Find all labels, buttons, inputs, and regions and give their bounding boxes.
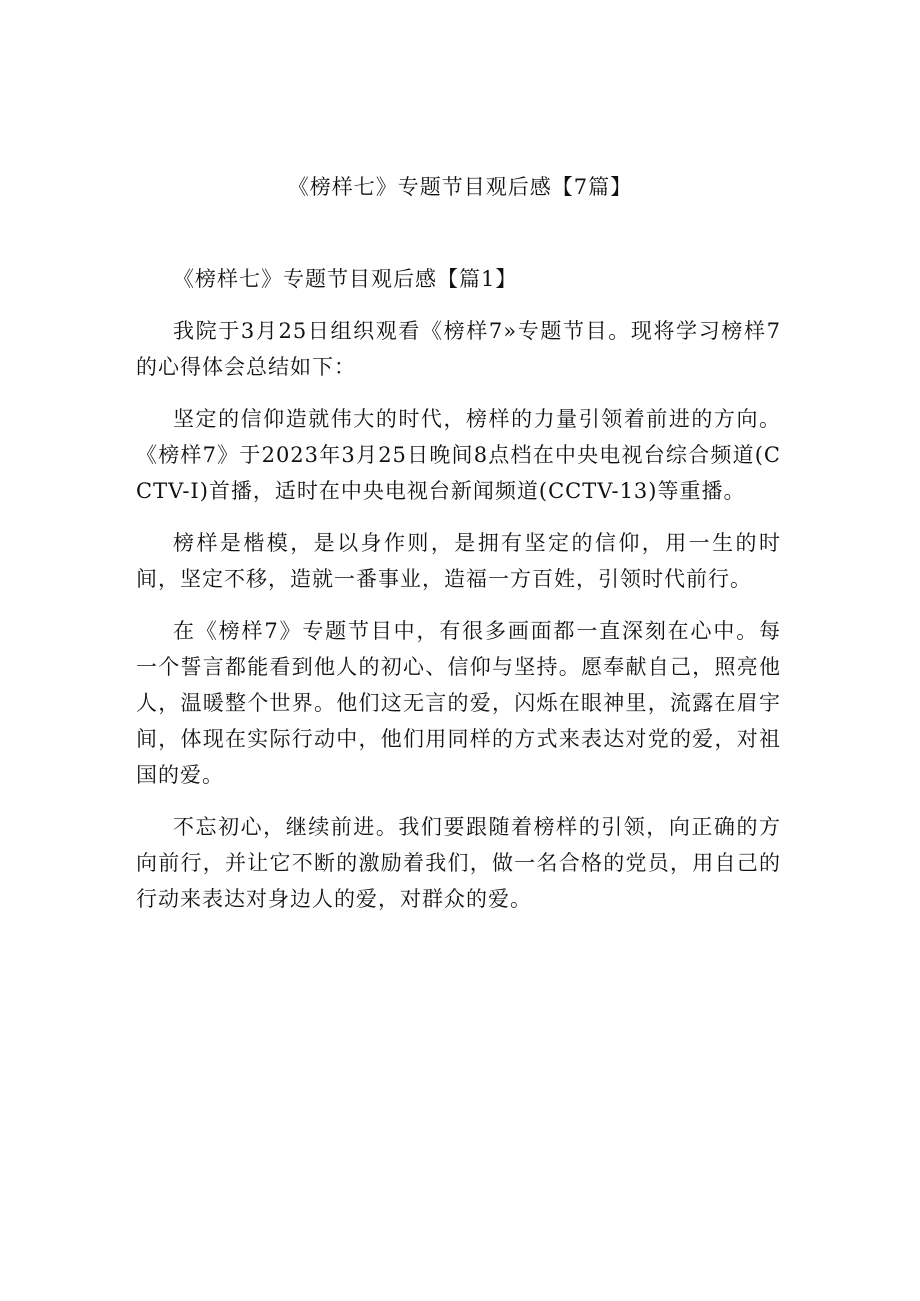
paragraph-4: 在《榜样7》专题节目中，有很多画面都一直深刻在心中。每一个誓言都能看到他人的初心、信仰与坚持。愿奉献自己，照亮他人，温暖整个世界。他们这无言的爱，闪烁在眼神里，流露在眉宇间，体现在实际行动中，他们用同样的方式来表达对党的爱，对祖国的爱。 bbox=[136, 619, 781, 787]
paragraph-2: 坚定的信仰造就伟大的时代，榜样的力量引领着前进的方向。《榜样7》于2023年3月25日晚间8点档在中央电视台综合频道(CCTV-I)首播，适时在中央电视台新闻频道(CCTV-13)等重播。 bbox=[136, 407, 781, 503]
section-heading: 《榜样七》专题节目观后感【篇1】 bbox=[173, 267, 518, 291]
paragraph-1: 我院于3月25日组织观看《榜样7»专题节目。现将学习榜样7的心得体会总结如下： bbox=[136, 319, 781, 379]
paragraph-3: 榜样是楷模，是以身作则，是拥有坚定的信仰，用一生的时间，坚定不移，造就一番事业，造福一方百姓，引领时代前行。 bbox=[136, 531, 781, 591]
document-body bbox=[136, 261, 781, 933]
paragraph-5: 不忘初心，继续前进。我们要跟随着榜样的引领，向正确的方向前行，并让它不断的激励着我们，做一名合格的党员，用自己的行动来表达对身边人的爱，对群众的爱。 bbox=[136, 815, 781, 911]
document-title: 《榜样七》专题节目观后感【7篇】 bbox=[287, 175, 633, 199]
